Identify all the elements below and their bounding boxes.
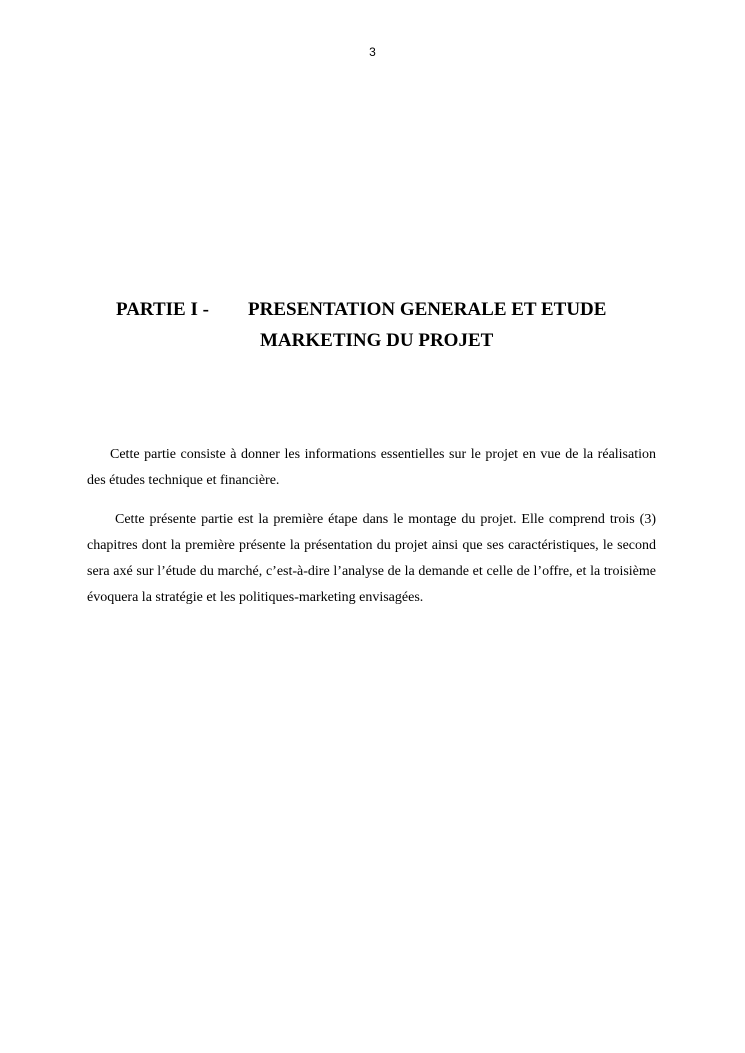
part-title-line-1: PRESENTATION GENERALE ET ETUDE: [248, 299, 607, 320]
part-title-line-2: MARKETING DU PROJET: [260, 330, 494, 351]
description-paragraph: Cette présente partie est la première étape dans le montage du projet. Elle comprend trois (3) chapitres dont la première présente la présentation du projet ainsi que ses caractéristiques, le second sera axé sur l’étude du marché, c’est-à-dire l’analyse de la demande et celle de l’offre, et la troisième évoquera la stratégie et les politiques-marketing envisagées.: [87, 512, 656, 605]
part-label: PARTIE I -: [116, 299, 209, 320]
intro-paragraph: Cette partie consiste à donner les informations essentielles sur le projet en vue de la réalisation des études technique et financière.: [87, 447, 656, 488]
page-number: 3: [369, 45, 376, 59]
